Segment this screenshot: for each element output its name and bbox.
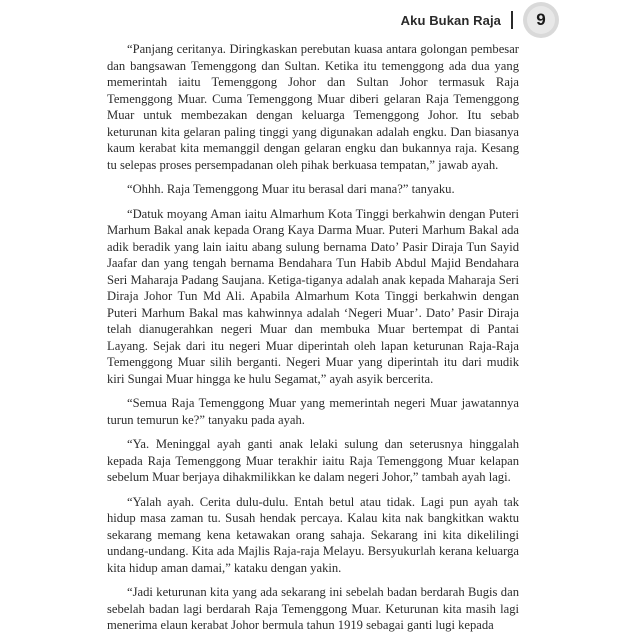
running-header <box>401 2 513 38</box>
page-number-badge <box>523 2 559 38</box>
paragraph: “Ohhh. Raja Temenggong Muar itu berasal dari mana?” tanyaku. <box>127 182 455 196</box>
paragraph: “Datuk moyang Aman iaitu Almarhum Kota Tinggi berkahwin dengan Puteri Marhum Bakal anak kepada Orang Kaya Darma Muar. Puteri Marhum Bakal ada adik beradik yang lain iaitu abang sulung bernama Dato’ Pasir Diraja Tun Sayid Jaafar dan yang tengah bernama Bendahara Tun Habib Abdul Majid Bendahara Seri Maharaja Padang Saujana. Ketiga-tiganya adalah anak kepada Maharaja Seri Diraja Johor Tun Md Ali. Apabila Almarhum Kota Tinggi berkahwin dengan Puteri Marhum Bakal mas kahwinnya adalah ‘Negeri Muar’. Dato’ Pasir Diraja telah dianugerahkan negeri Muar dan membuka Muar bertempat di Pantai Layang. Sejak dari itu negeri Muar diperintah oleh lapan keturunan Raja-Raja Temenggong Muar silih berganti. Negeri Muar yang diperintah itu dari mudik kiri Sungai Muar hingga ke hulu Segamat,” ayah asyik bercerita. <box>107 206 519 386</box>
body-text <box>107 41 519 642</box>
running-title: Aku Bukan Raja <box>400 12 501 28</box>
paragraph: “Semua Raja Temenggong Muar yang memerintah negeri Muar jawatannya turun temurun ke?” tanyaku pada ayah. <box>107 396 519 427</box>
paragraph: “Yalah ayah. Cerita dulu-dulu. Entah betul atau tidak. Lagi pun ayah tak hidup masa zaman tu. Susah hendak percaya. Kalau kita nak bangkitkan waktu sekarang memang kena ketawakan orang sahaja. Sekarang ini kita dikelilingi undang-undang. Kita ada Majlis Raja-raja Melayu. Bersyukurlah kerana keluarga kita hidup aman damai,” kataku dengan yakin. <box>107 494 519 575</box>
paragraph: “Jadi keturunan kita yang ada sekarang ini sebelah badan berdarah Bugis dan sebelah badan lagi berdarah Raja Temenggong Muar. Keturunan kita masih lagi menerima elaun kerabat Johor bermula tahun 1919 sebagai ganti lugi kepada <box>107 585 519 632</box>
header-divider <box>511 11 513 29</box>
paragraph: “Panjang ceritanya. Diringkaskan perebutan kuasa antara golongan pembesar dan bangsawan Temenggong dan Sultan. Ketika itu temenggong ada dua yang memerintah iaitu Temenggong Johor dan Sultan Johor termasuk Raja Temenggong Muar. Cuma Temenggong Muar diberi gelaran Raja Temenggong Muar untuk membezakan dengan keluarga Temenggong Johor. Itu sebab keturunan kita gelaran paling tinggi yang digunakan adalah engku. Dan biasanya kaum kerabat kita memanggil dengan gelaran engku dan bukannya raja. Kesang tu selepas proses persempadanan oleh pihak berkuasa tempatan,” jawab ayah. <box>107 42 519 172</box>
page-number: 9 <box>527 6 555 34</box>
paragraph: “Ya. Meninggal ayah ganti anak lelaki sulung dan seterusnya hinggalah kepada Raja Temenggong Muar terakhir iaitu Raja Temenggong Muar kelapan sebelum Muar berjaya dihakmilikkan ke dalam negeri Johor,” tambah ayah lagi. <box>107 437 519 484</box>
